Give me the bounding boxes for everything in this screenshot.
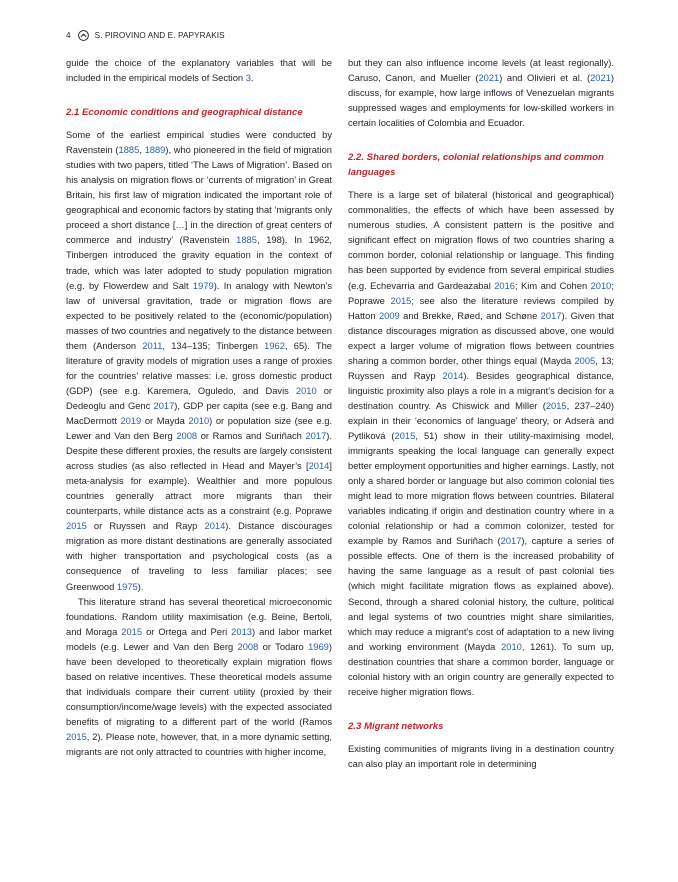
section-heading-2-3: 2.3 Migrant networks <box>348 720 444 732</box>
citation-link[interactable]: 2017 <box>305 431 327 442</box>
citation-link[interactable]: 2017 <box>540 310 562 321</box>
body-paragraph: This literature strand has several theoretical microeconomic foundations. Random utility maximisation (e.g. Beine, Bertoli, and Moraga 2015 or Ortega and Peri 2013) and labor market models (e.g. Lewer and Van den Berg 2008 or Todaro 1969) have been developed to theoretically explain migration flows based on relative incentives. These theoretical models assume that individuals compare their current utility (proxied by their consumption/income/wage levels) with the expected associated benefits of migrating to a different part of the world (Ramos 2015, 2). Please note, however, that, in a more dynamic setting, migrants are not only attracted to countries with higher income, <box>66 596 333 758</box>
citation-link[interactable]: 2008 <box>176 431 198 442</box>
citation-link[interactable]: 2010 <box>590 280 612 291</box>
citation-link[interactable]: 2014 <box>308 461 330 472</box>
citation-link[interactable]: 1889 <box>144 145 166 156</box>
citation-link[interactable]: 2017 <box>153 400 175 411</box>
body-paragraph: Existing communities of migrants living in a destination country can also play an important role in determining <box>348 743 614 769</box>
body-paragraph: Some of the earliest empirical studies were conducted by Ravenstein (1885, 1889), who pioneered in the field of migration studies with two papers, titled ‘The Laws of Migration’. Based on his analysis on migration flows or ‘currents of migration’ in Great Britain, his first law of migration indicated the important role of geographical and economic factors by stating that ‘migrants only proceed a short distance […] in the direction of great centers of commerce and industry’ (Ravenstein 1885, 198). In 1962, Tinbergen introduced the gravity equation in the context of trade, which was later adopted to study population migration (e.g. by Flowerdew and Salt 1979). In analogy with Newton’s law of universal gravitation, trade or migration flows are expected to be positively related to the (economic/population) masses of two countries and negatively to the distance between them (Anderson 2011, 134–135; Tinbergen 1962, 65). The literature of gravity models of migration uses a range of proxies for the countries’ relative masses: i.e. gross domestic product (GDP) (see e.g. Karemera, Oguledo, and Davis 2010 or Dedeoglu and Genc 2017), GDP per capita (see e.g. Bang and MacDermott 2019 or Mayda 2010) or population size (see e.g. Lewer and Van den Berg 2008 or Ramos and Suriñach 2017). Despite these different proxies, the results are largely consistent across studies (as also reflected in Head and Mayer’s [2014] meta-analysis for example). Wealthier and more populous countries generally attract more migrants than their counterparts, while distance acts as a constraint (e.g. Poprawe 2015 or Ruyssen and Rayp 2014). Distance discourages migration as more distant destinations are generally associated with higher transportation and psychological costs (as a consequence of traveling to less familiar places; see Greenwood 1975). <box>66 130 333 592</box>
citation-link[interactable]: 2010 <box>295 385 317 396</box>
citation-link[interactable]: 1962 <box>264 340 285 351</box>
citation-link[interactable]: 2008 <box>237 641 259 652</box>
citation-link[interactable]: 2021 <box>590 73 611 84</box>
publisher-logo-icon <box>78 30 89 41</box>
citation-link[interactable]: 1885 <box>236 235 257 246</box>
citation-link[interactable]: 2015 <box>390 295 412 306</box>
citation-link[interactable]: 2009 <box>378 310 400 321</box>
running-authors: S. PIROVINO AND E. PAPYRAKIS <box>94 30 225 40</box>
section-heading-2-2: 2.2. Shared borders, colonial relationships and common languages <box>348 152 604 179</box>
body-paragraph: There is a large set of bilateral (historical and geographical) commonalities, the effects of which have been assessed by numerous studies. A consistent pattern is the positive and significant effect on migration flows of two countries sharing a common border, colonial relationship or language. This finding has been supported by evidence from several empirical studies (e.g. Echevarria and Gardeazabal 2016; Kim and Cohen 2010; Poprawe 2015; see also the literature reviews compiled by Hatton 2009 and Brekke, Røed, and Schøne 2017). Given that distance discourages migration as discussed above, one would expect a larger volume of migration flows between countries sharing a common border, other things equal (Mayda 2005, 13; Ruyssen and Rayp 2014). Besides geographical distance, linguistic proximity also plays a role in a migrant’s decision for a destination country. As Chiswick and Miller (2015, 237–240) explain in their ‘economics of language’ theory, or Adserà and Pytliková (2015, 51) show in their utility-maximising model, immigrants speaking the local language can generally expect better employment opportunities and higher earnings. Lastly, not only a shared border or language but also common colonial ties might lead to more migration flows between countries. Bilateral variables indicating if origin and destination country where in a colonial relationship or had a common colonizer, tested for example by Ramos and Suriñach (2017), capture a series of possible effects. One of them is the increased probability of having the same language as a result of past colonial ties (which might facilitate migration flows as explained above). Second, through a shared colonial history, the culture, political and legal systems of two countries might share similarities, which may reduce a migrant’s cost of adaptation to a new living and working environment (Mayda 2010, 1261). To sum up, destination countries that share a common border, language or colonial history with an origin country are generally expected to receive higher migration flows. <box>348 190 615 697</box>
citation-link[interactable]: 2010 <box>188 415 210 426</box>
citation-link[interactable]: 2015 <box>66 521 87 532</box>
citation-link[interactable]: 2015 <box>66 731 87 742</box>
citation-link[interactable]: 2017 <box>500 536 522 547</box>
citation-link[interactable]: 1969 <box>308 641 329 652</box>
intro-paragraph: guide the choice of the explanatory variables that will be included in the empirical models of Section 3. <box>66 58 332 84</box>
citation-link[interactable]: 2014 <box>442 370 464 381</box>
citation-link[interactable]: 2010 <box>501 641 522 652</box>
running-header <box>66 28 225 42</box>
citation-link[interactable]: 1885 <box>118 145 140 156</box>
citation-link[interactable]: 2005 <box>574 355 596 366</box>
citation-link[interactable]: 1979 <box>192 280 214 291</box>
page-number: 4 <box>66 30 71 40</box>
citation-link[interactable]: 2016 <box>494 280 516 291</box>
citation-link[interactable]: 2021 <box>478 73 500 84</box>
citation-link[interactable]: 2019 <box>120 415 142 426</box>
citation-link[interactable]: 2015 <box>394 430 416 441</box>
citation-link[interactable]: 2015 <box>121 626 143 637</box>
left-column <box>66 56 332 760</box>
citation-link[interactable]: 2015 <box>545 400 567 411</box>
citation-link[interactable]: 3 <box>245 73 251 84</box>
citation-link[interactable]: 2013 <box>231 626 252 637</box>
citation-link[interactable]: 2014 <box>204 521 226 532</box>
citation-link[interactable]: 2011 <box>142 340 163 351</box>
citation-link[interactable]: 1975 <box>116 581 138 592</box>
section-heading-2-1: 2.1 Economic conditions and geographical distance <box>66 107 303 119</box>
continued-paragraph: but they can also influence income levels (at least regionally). Caruso, Canon, and Mueller (2021) and Olivieri et al. (2021) discuss, for example, how large inflows of Venezuelan migrants suppressed wages and employments for low-skilled workers in certain localities of Colombia and Ecuador. <box>348 58 614 129</box>
right-column <box>348 56 614 772</box>
